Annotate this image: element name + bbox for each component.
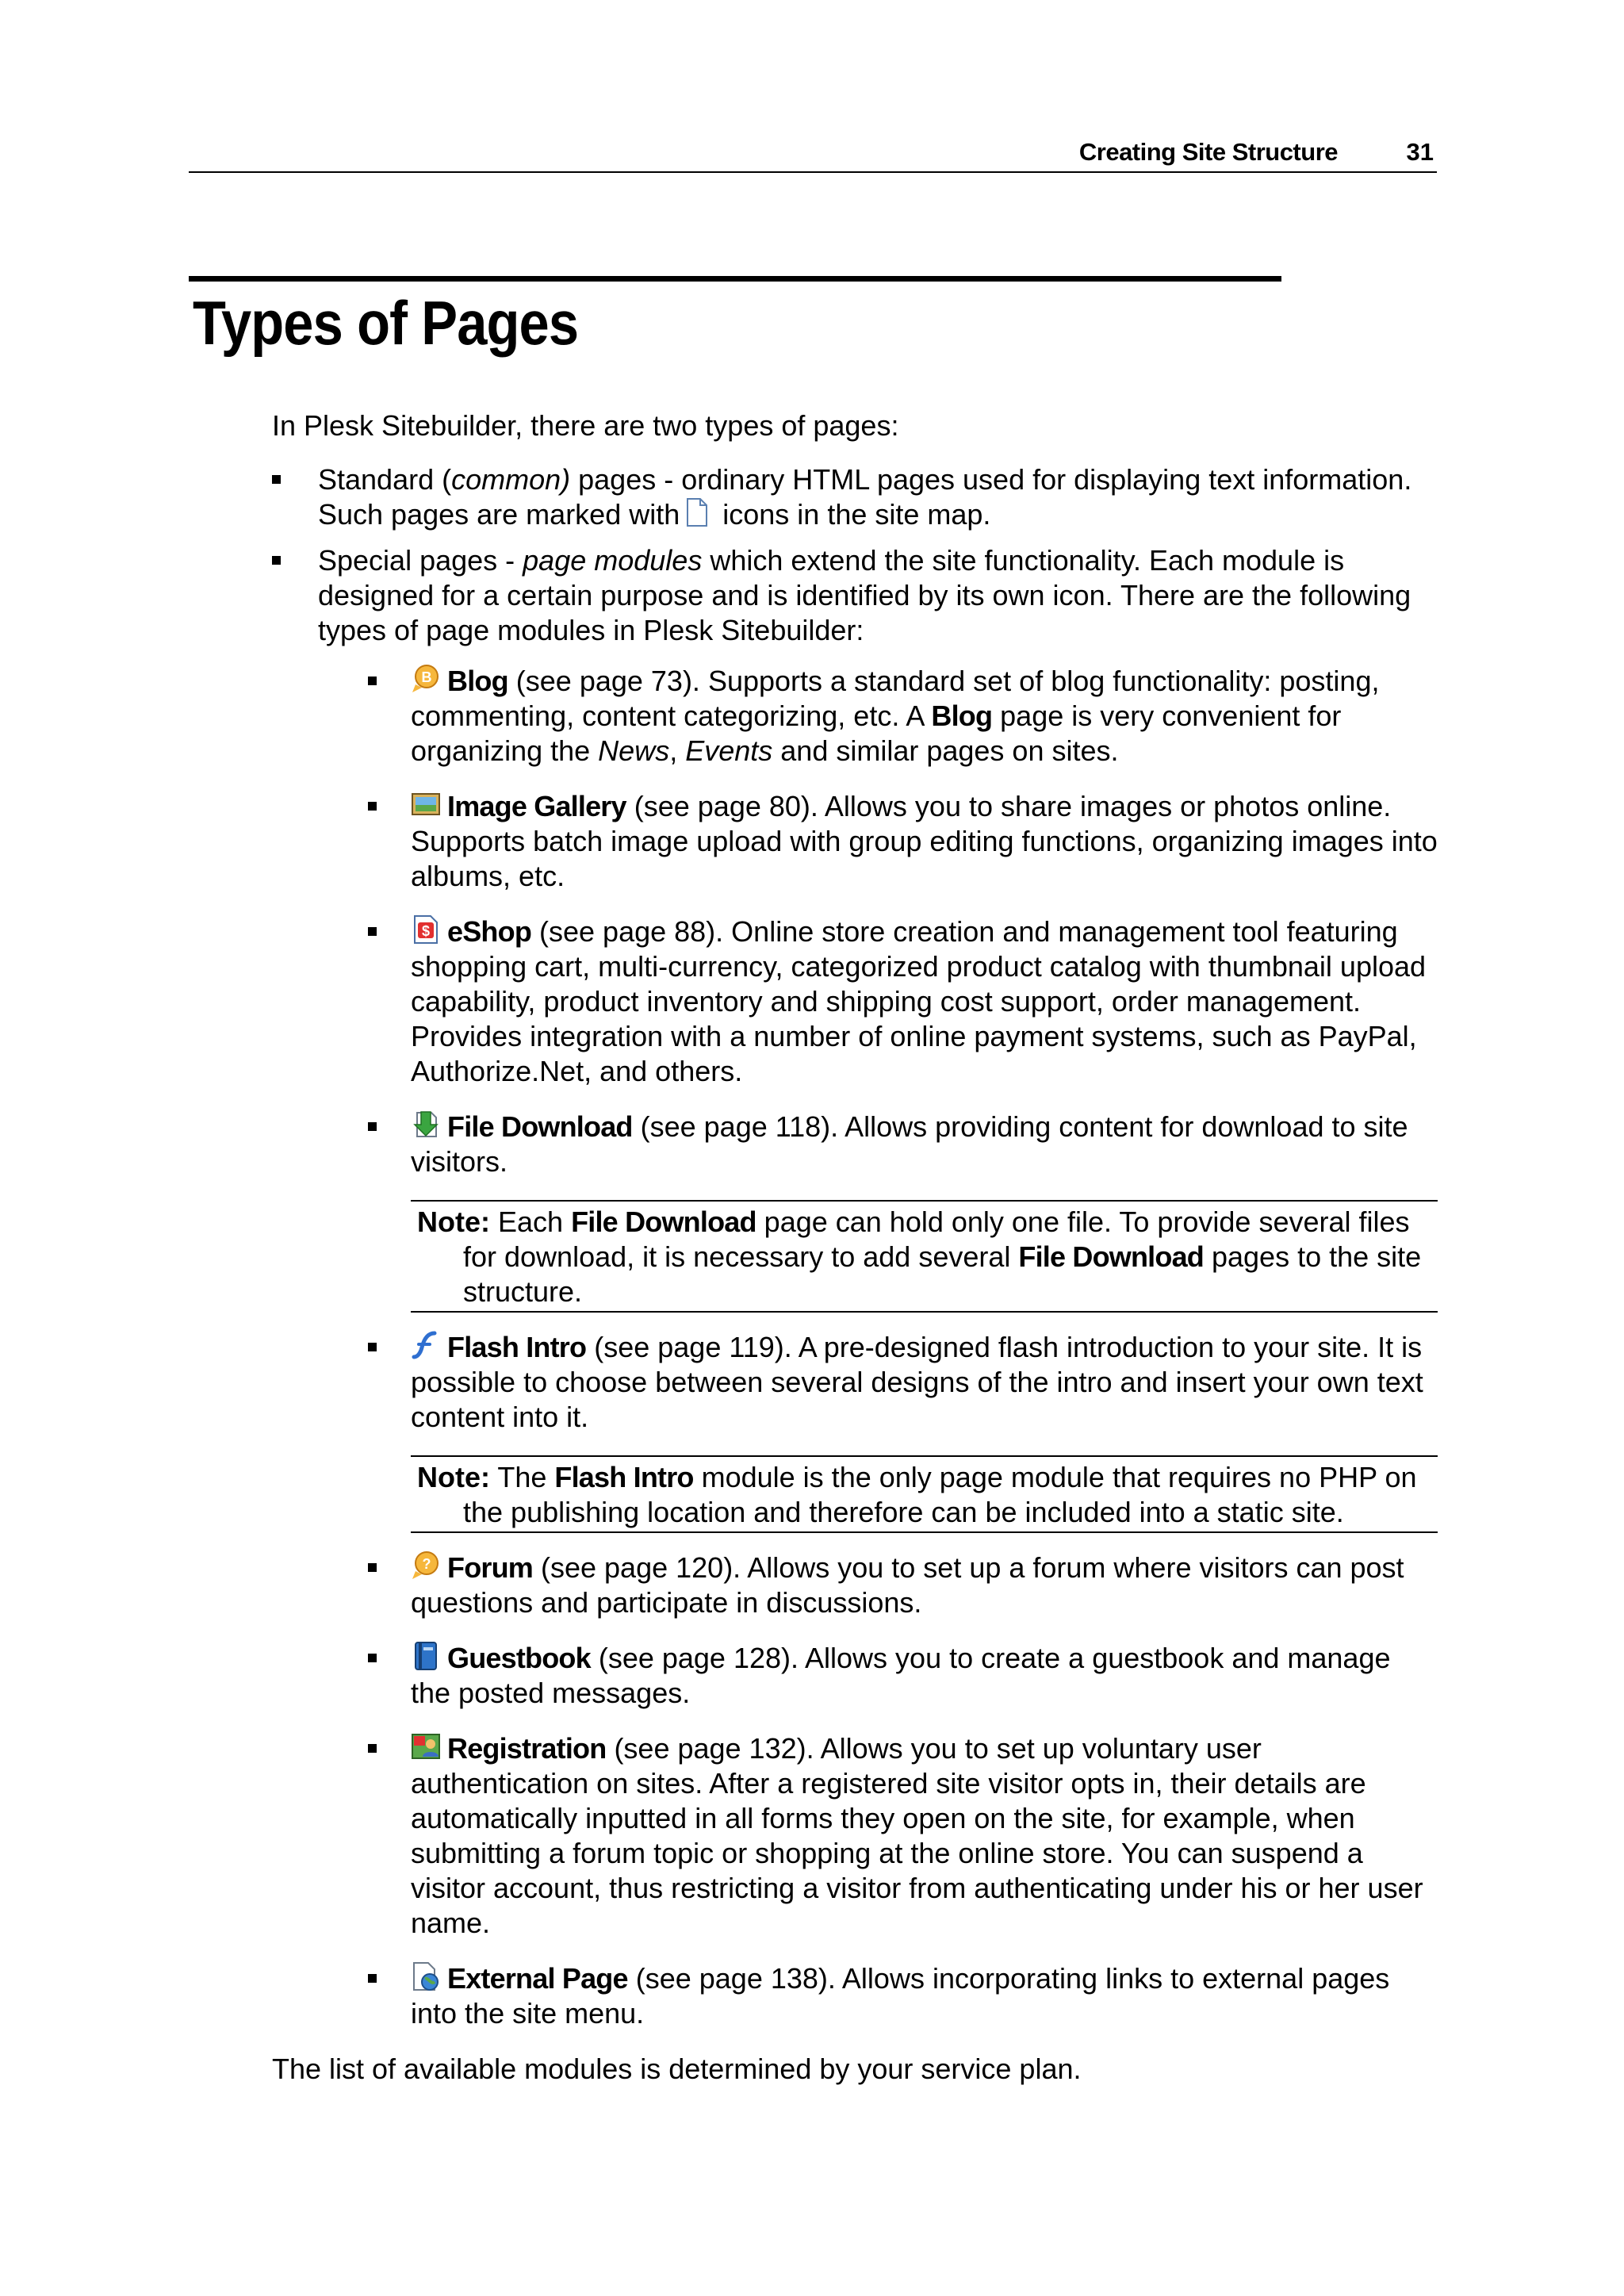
module-external-page: External Page (see page 138). Allows incorporating links to external pages into the site menu. [318, 1961, 1438, 2031]
svg-text:?: ? [422, 1556, 431, 1572]
page-title: Types of Pages [193, 288, 579, 358]
list-item-special: Special pages - page modules which extend the site functionality. Each module is designed for a certain purpose and is identified by its own icon. There are the following types of page modules in Plesk Sitebuilder: B Blog (see page 73). Supports a standard set of blog functionality: posting, commenting, content categorizing, etc. A Blog page is very convenient for organizing the News, Events and similar pages on sites. Image Gallery (see page 80). Allows you to share images or photos online. Supports batch image upload with group editing functions, organizing images into albums, etc. $ eShop (see page 88). Online store creation and management tool featuring shopping cart, multi-currency, categorized product catalog with thumbnail upload capability, product inventory and shipping cost support, order management. Provides integration with a number of online payment systems, such as PayPal, Authorize.Net, and others. File Download (see page 118). Allows providing content for download to site visitors. Note: Each File Download page can hold only one file. To provide several files for download, it is necessary to add several File Download pages to the site structure. Flash Intro (see page 119). A pre-designed flash introduction to your site. It is possible to choose between several designs of the intro and insert your own text content into it. Note: The Flash Intro module is the only page module that requires no PHP on the publishing location and therefore can be included into a static site. ? Forum (see page 120). Allows you to set up a forum where visitors can post questions and participate in discussions. Guestbook (see page 128). Allows you to create a guestbook and manage the posted messages. Registration (see page 132). Allows you to set up voluntary user authentication on sites. After a registered site visitor opts in, their details are automatically inputted in all forms they open on the site, for example, when submitting a forum topic or shopping at the online store. You can suspend a visitor account, thus restricting a visitor from authenticating under his or her user name. External Page (see page 138). Allows incorporating links to external pages into the site menu. [272, 543, 1438, 2031]
module-flash-intro: Flash Intro (see page 119). A pre-designed flash introduction to your site. It is possible to choose between several designs of the intro and insert your own text content into it. [318, 1330, 1438, 1435]
module-registration: Registration (see page 132). Allows you to set up voluntary user authentication on sites. After a registered site visitor opts in, their details are automatically inputted in all forms they open on the site, for example, when submitting a forum topic or shopping at the online store. You can suspend a visitor account, thus restricting a visitor from authenticating under his or her user name. [318, 1731, 1438, 1941]
registration-icon [411, 1731, 441, 1761]
running-section-title: Creating Site Structure [1078, 138, 1338, 166]
external-page-icon [411, 1961, 441, 1991]
intro-paragraph: In Plesk Sitebuilder, there are two types of pages: [272, 409, 899, 442]
module-file-download: File Download (see page 118). Allows providing content for download to site visitors. [318, 1110, 1438, 1179]
file-download-icon [411, 1110, 441, 1140]
forum-icon [411, 1550, 441, 1581]
page-types-list [272, 462, 1438, 2031]
eshop-icon [411, 914, 441, 945]
svg-text:B: B [421, 669, 432, 685]
blog-icon [411, 664, 441, 694]
module-blog: B Blog (see page 73). Supports a standard set of blog functionality: posting, commenting, content categorizing, etc. A Blog page is very convenient for organizing the News, Events and similar pages on sites. [318, 664, 1438, 769]
page-icon [686, 497, 708, 527]
page-modules-list-3 [318, 1550, 1438, 2031]
flash-intro-icon [411, 1330, 441, 1360]
note-flash-intro: Note: The Flash Intro module is the only page module that requires no PHP on the publishing location and therefore can be included into a static site. [411, 1455, 1438, 1533]
page-modules-list [318, 664, 1438, 1179]
module-forum: ? Forum (see page 120). Allows you to set up a forum where visitors can post questions and participate in discussions. [318, 1550, 1438, 1620]
list-item-standard: Standard (common) pages - ordinary HTML pages used for displaying text information. Such pages are marked with icons in the site map. [272, 462, 1438, 532]
note-file-download: Note: Each File Download page can hold only one file. To provide several files for download, it is necessary to add several File Download pages to the site structure. [411, 1200, 1438, 1313]
page-header [189, 133, 1437, 173]
page-number: 31 [1406, 138, 1434, 166]
image-gallery-icon [411, 789, 441, 819]
page-modules-list-2 [318, 1330, 1438, 1435]
module-eshop: $ eShop (see page 88). Online store creation and management tool featuring shopping cart, multi-currency, categorized product catalog with thumbnail upload capability, product inventory and shipping cost support, order management. Provides integration with a number of online payment systems, such as PayPal, Authorize.Net, and others. [318, 914, 1438, 1089]
module-image-gallery: Image Gallery (see page 80). Allows you to share images or photos online. Supports batch image upload with group editing functions, organizing images into albums, etc. [318, 789, 1438, 894]
document-body [272, 408, 1438, 2087]
svg-text:$: $ [421, 923, 431, 939]
closing-paragraph: The list of available modules is determined by your service plan. [272, 2053, 1082, 2085]
title-rule [189, 276, 1281, 282]
module-guestbook: Guestbook (see page 128). Allows you to create a guestbook and manage the posted messages. [318, 1641, 1438, 1711]
guestbook-icon [411, 1641, 441, 1671]
